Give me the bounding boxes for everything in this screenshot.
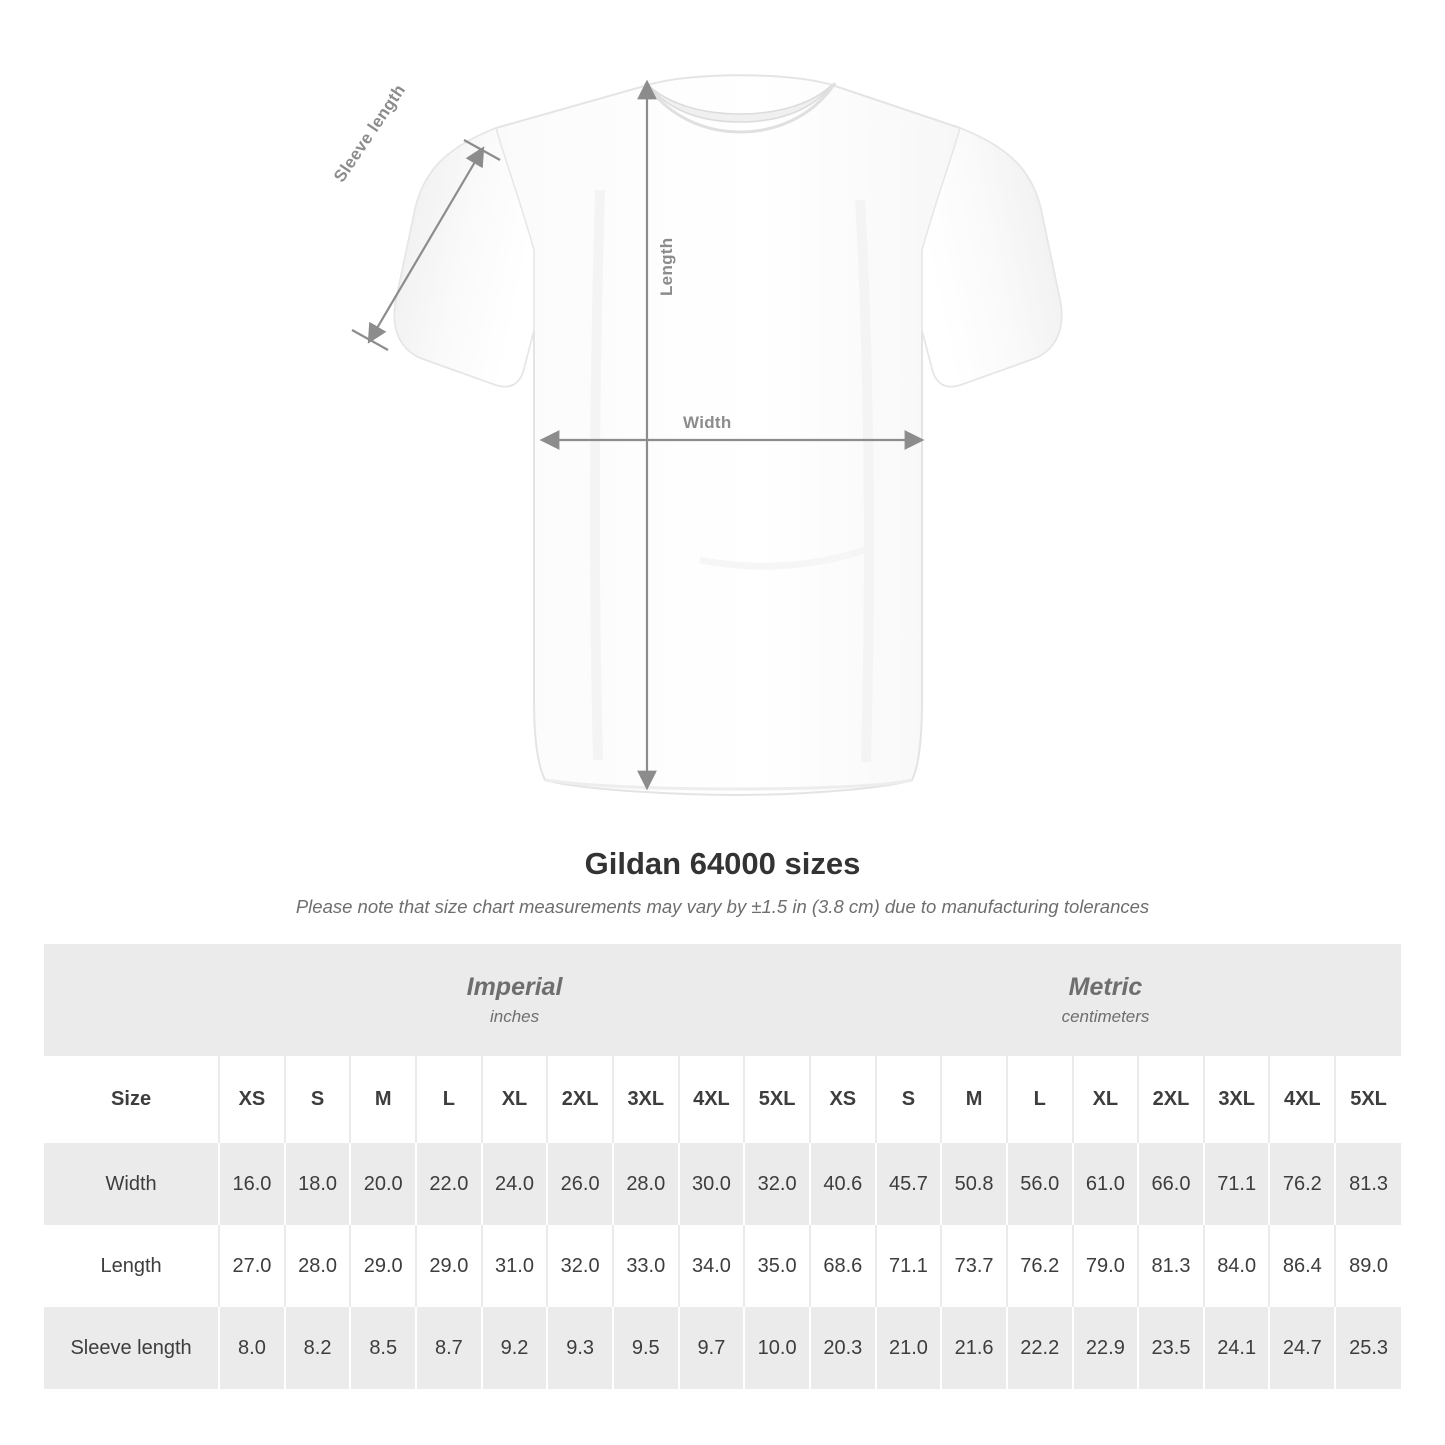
table-cell: 81.3 <box>1138 1225 1204 1307</box>
table-cell: 71.1 <box>876 1225 942 1307</box>
table-cell: 29.0 <box>350 1225 416 1307</box>
table-cell: 8.0 <box>219 1307 285 1389</box>
size-chart-table-wrap <box>44 944 1401 1389</box>
size-header-cell: XL <box>1073 1056 1139 1143</box>
size-header-cell: 3XL <box>613 1056 679 1143</box>
table-cell: 84.0 <box>1204 1225 1270 1307</box>
table-cell: 23.5 <box>1138 1307 1204 1389</box>
table-cell: 24.7 <box>1269 1307 1335 1389</box>
table-cell: 35.0 <box>744 1225 810 1307</box>
table-cell: 24.1 <box>1204 1307 1270 1389</box>
table-cell: 76.2 <box>1269 1143 1335 1225</box>
size-header-cell: S <box>876 1056 942 1143</box>
length-label: Length <box>657 237 676 296</box>
table-cell: 9.2 <box>482 1307 548 1389</box>
table-cell: 18.0 <box>285 1143 351 1225</box>
table-cell: 76.2 <box>1007 1225 1073 1307</box>
size-header-cell: M <box>350 1056 416 1143</box>
table-cell: 28.0 <box>613 1143 679 1225</box>
table-cell: 89.0 <box>1335 1225 1401 1307</box>
table-row <box>44 1307 1401 1389</box>
table-row <box>44 1225 1401 1307</box>
table-cell: 16.0 <box>219 1143 285 1225</box>
size-header-cell: 2XL <box>1138 1056 1204 1143</box>
unit-sub-imperial: inches <box>489 1006 540 1026</box>
title-block <box>0 830 1445 918</box>
table-cell: 86.4 <box>1269 1225 1335 1307</box>
size-header-cell: L <box>1007 1056 1073 1143</box>
size-header-cell: 5XL <box>744 1056 810 1143</box>
table-cell: 8.5 <box>350 1307 416 1389</box>
table-cell: 8.2 <box>285 1307 351 1389</box>
size-header-cell: 4XL <box>679 1056 745 1143</box>
table-cell: 8.7 <box>416 1307 482 1389</box>
size-header-cell: XL <box>482 1056 548 1143</box>
size-header-cell: S <box>285 1056 351 1143</box>
table-cell: 9.3 <box>547 1307 613 1389</box>
table-cell: 22.0 <box>416 1143 482 1225</box>
table-cell: 50.8 <box>941 1143 1007 1225</box>
table-cell: 71.1 <box>1204 1143 1270 1225</box>
size-header-cell: L <box>416 1056 482 1143</box>
table-cell: 9.5 <box>613 1307 679 1389</box>
table-cell: 30.0 <box>679 1143 745 1225</box>
table-cell: 24.0 <box>482 1143 548 1225</box>
table-cell: 10.0 <box>744 1307 810 1389</box>
table-cell: 27.0 <box>219 1225 285 1307</box>
table-cell: 32.0 <box>744 1143 810 1225</box>
page-title: Gildan 64000 sizes <box>584 846 861 881</box>
table-cell: 40.6 <box>810 1143 876 1225</box>
unit-name-metric: Metric <box>1068 973 1143 1002</box>
table-cell: 9.7 <box>679 1307 745 1389</box>
unit-header-row <box>44 944 1401 1056</box>
table-cell: 79.0 <box>1073 1225 1139 1307</box>
size-header-cell: 4XL <box>1269 1056 1335 1143</box>
table-cell: 21.6 <box>941 1307 1007 1389</box>
table-cell: 28.0 <box>285 1225 351 1307</box>
table-cell: 22.9 <box>1073 1307 1139 1389</box>
unit-name-imperial: Imperial <box>466 973 563 1002</box>
table-cell: 25.3 <box>1335 1307 1401 1389</box>
width-label: Width <box>683 413 732 432</box>
table-cell: 33.0 <box>613 1225 679 1307</box>
table-cell: 22.2 <box>1007 1307 1073 1389</box>
table-cell: 20.0 <box>350 1143 416 1225</box>
unit-header-metric <box>810 944 1401 1056</box>
table-cell: 31.0 <box>482 1225 548 1307</box>
table-cell: 20.3 <box>810 1307 876 1389</box>
sleeve-length-label: Sleeve length <box>330 80 410 186</box>
row-label: Width <box>44 1143 219 1225</box>
unit-header-imperial <box>219 944 810 1056</box>
size-header-cell: 2XL <box>547 1056 613 1143</box>
table-cell: 45.7 <box>876 1143 942 1225</box>
size-header-row <box>44 1056 1401 1143</box>
table-cell: 26.0 <box>547 1143 613 1225</box>
row-label: Length <box>44 1225 219 1307</box>
size-header-label: Size <box>44 1056 219 1143</box>
table-cell: 68.6 <box>810 1225 876 1307</box>
table-cell: 81.3 <box>1335 1143 1401 1225</box>
tolerance-note: Please note that size chart measurements may vary by ±1.5 in (3.8 cm) due to manufacturing tolerances <box>295 896 1150 917</box>
table-cell: 32.0 <box>547 1225 613 1307</box>
table-cell: 34.0 <box>679 1225 745 1307</box>
size-header-cell: 5XL <box>1335 1056 1401 1143</box>
table-cell: 29.0 <box>416 1225 482 1307</box>
size-header-cell: XS <box>219 1056 285 1143</box>
table-row <box>44 1143 1401 1225</box>
table-cell: 21.0 <box>876 1307 942 1389</box>
size-header-cell: XS <box>810 1056 876 1143</box>
unit-header-spacer <box>44 944 219 1056</box>
table-cell: 56.0 <box>1007 1143 1073 1225</box>
size-header-cell: M <box>941 1056 1007 1143</box>
unit-sub-metric: centimeters <box>1061 1006 1150 1026</box>
size-header-cell: 3XL <box>1204 1056 1270 1143</box>
table-cell: 61.0 <box>1073 1143 1139 1225</box>
row-label: Sleeve length <box>44 1307 219 1389</box>
size-chart-table <box>44 944 1401 1389</box>
table-cell: 66.0 <box>1138 1143 1204 1225</box>
table-cell: 73.7 <box>941 1225 1007 1307</box>
